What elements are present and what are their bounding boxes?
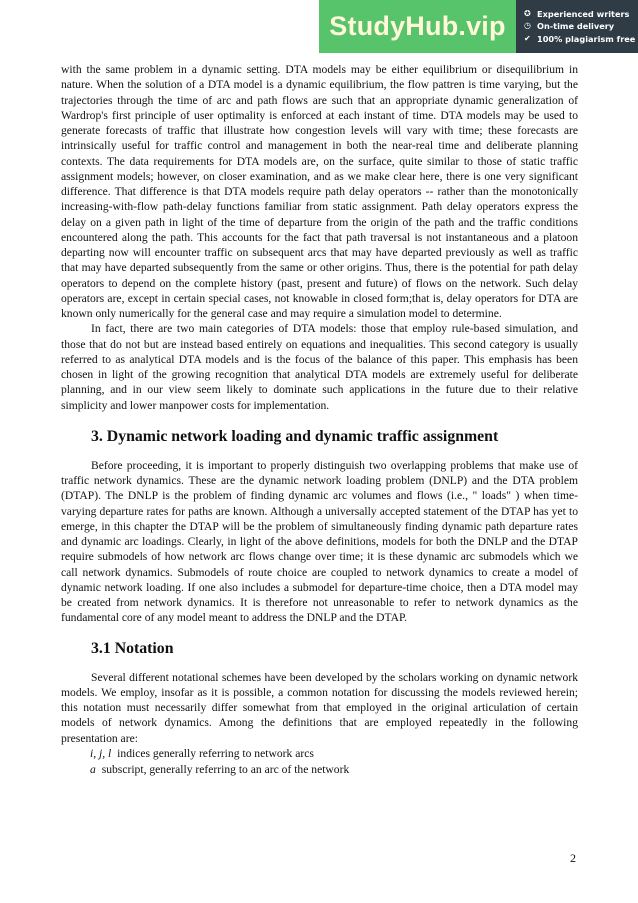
definition-text: subscript, generally referring to an arc of the network (101, 762, 350, 776)
definition-item (90, 746, 578, 762)
feature-label: 100% plagiarism free (537, 33, 636, 44)
section-title: 3. Dynamic network loading and dynamic traffic assignment (91, 427, 499, 445)
paragraph-dta-categories: In fact, there are two main categories of DTA models: those that employ rule-based simulation, and those that do not but are instead based entirely on equations and inequalities. This second category is usually referred to as analytical DTA models and is the focus of the balance of this paper. This emphasis has been chosen in light of the growing recognition that analytical DTA models are extremely useful for deliberate planning, and in our view seem likely to dominate such applications in the future due to their relative simplicity and lower manpower costs for implementation. (61, 322, 578, 412)
definition-symbol: a (90, 762, 96, 776)
clock-icon: ◷ (524, 21, 531, 31)
paragraph-notation: Several different notational schemes have been developed by the scholars working on dynamic network models. We employ, insofar as it is possible, a common notation for discussing the models reviewed herein; this notation must necessarily differ somewhat from that employed in the original articulation of certain models of network dynamics. Among the definitions that are employed repeatedly in the following presentation are: (61, 670, 578, 745)
feature-experienced-writers (524, 8, 638, 21)
definition-text: indices generally referring to network arcs (117, 746, 314, 760)
studyhub-banner[interactable] (319, 0, 638, 53)
studyhub-logo[interactable]: StudyHub.vip (319, 0, 516, 53)
definition-item (90, 762, 578, 778)
paragraph-dnlp-dtap: Before proceeding, it is important to properly distinguish two overlapping problems that make use of traffic network dynamics. These are the dynamic network loading problem (DNLP) and the DTA problem (DTAP). The DNLP is the problem of finding dynamic arc volumes and flows (i.e., " loads" ) when time-varying departure rates for paths are known. Although a universally accepted statement of the DTAP has yet to emerge, in this chapter the DTAP will be the problem of simultaneously finding dynamic path departure rates and dynamic arc loadings. Clearly, in light of the above definitions, models for both the DNLP and the DTAP require submodels of how network arc flows change over time; it is these dynamic arc submodels which we call network dynamics. Submodels of route choice are coupled to network dynamics to create a model of dynamic network loading. If one also includes a submodel for departure-time choice, then a DTA model may be created from network dynamics. It is therefore not unreasonable to refer to network dynamics as the fundamental core of any model meant to address the DNLP and the DTAP. (61, 458, 578, 625)
feature-plagiarism-free (524, 33, 638, 46)
feature-on-time-delivery (524, 20, 638, 33)
document-page (61, 62, 578, 778)
check-shield-icon: ✔ (524, 33, 531, 43)
banner-features (516, 0, 638, 53)
page-number: 2 (570, 851, 576, 865)
feature-label: On-time delivery (537, 21, 615, 32)
subsection-title: 3.1 Notation (91, 639, 174, 657)
definition-symbol: i, j, l (90, 746, 112, 760)
feature-label: Experienced writers (537, 8, 630, 19)
paragraph-dta-intro: with the same problem in a dynamic setting. DTA models may be either equilibrium or disequilibrium in nature. When the solution of a DTA model is a dynamic equilibrium, the flow pattren is time varying, but the trajectories through the time of arc and path flows are such that an appropriate dynamic generalization of Wardrop's first principle of user optimality is enforced at each instant of time. DTA models may be used to generate forecasts of traffic that illustrate how congestion levels will vary with time; these forecasts are intrinsically useful for traffic control and management in both the near-real time and deliberate planning contexts. The data requirements for DTA models are, on the surface, quite similar to those of static traffic assignment models; however, on closer examination, and as we make clear here, there is one very significant difference. That difference is that DTA models require path delay operators -- rather than the monotonically increasing-with-flow path-delay functions familiar from static assignment. Path delay operators express the delay on a given path in light of the time of departure from the origin of the path and the traffic conditions encountered along the path. This accounts for the fact that path traversal is not instantaneous and a platoon departing now will encounter traffic on subsequent arcs that may have departed previously as well as traffic that may have departed subsequently from the same or other origins. Thus, there is the potential for path delay operators to depend on the complete history (past, present and future) of flows on the network. Such delay operators are, except in certain special cases, not knowable in closed form;that is, delay operators for DTA are known only numerically for the general case and may require a simulation model to determine. (61, 63, 578, 320)
ribbon-icon: ✪ (524, 8, 531, 18)
